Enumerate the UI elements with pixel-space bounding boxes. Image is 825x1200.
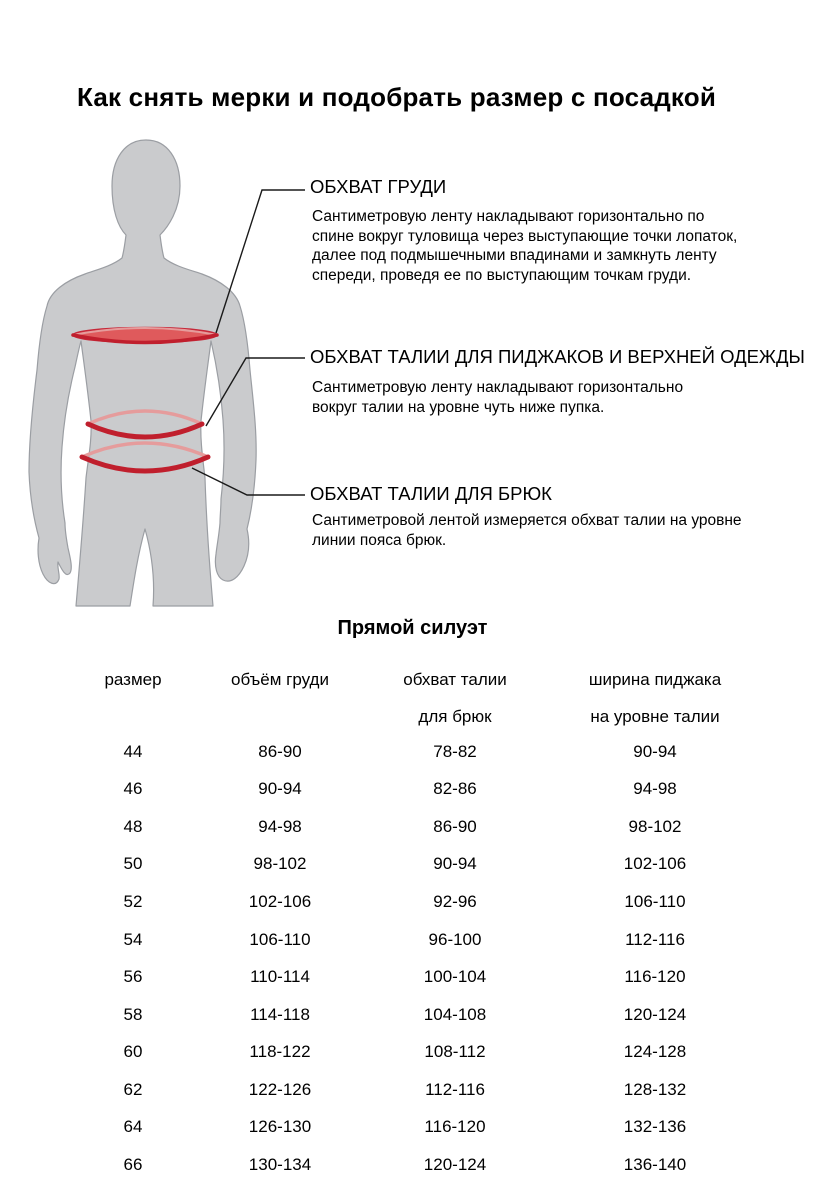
table-cell: 116-120 xyxy=(624,967,686,987)
table-cell: 92-96 xyxy=(433,891,477,911)
table-row xyxy=(80,733,774,771)
table-cell: 48 xyxy=(123,816,143,836)
table-cell: 106-110 xyxy=(624,891,686,911)
table-cell: 98-102 xyxy=(253,854,307,874)
table-cell: 120-124 xyxy=(623,1004,687,1024)
table-cell: 120-124 xyxy=(423,1154,487,1174)
table-row xyxy=(80,958,774,996)
size-table-header xyxy=(80,661,774,736)
table-cell: 108-112 xyxy=(424,1042,486,1062)
table-row xyxy=(80,1146,774,1184)
table-cell: 112-116 xyxy=(425,1079,485,1099)
table-cell: 96-100 xyxy=(428,929,482,949)
measure-desc-line: спереди, проведя ее по выступающим точкам груди. xyxy=(312,266,692,284)
table-cell: 94-98 xyxy=(258,816,302,836)
page-title: Как снять мерки и подобрать размер с посадкой xyxy=(77,82,717,112)
measure-desc-line: линии пояса брюк. xyxy=(312,531,447,549)
table-cell: 44 xyxy=(123,741,143,761)
table-cell: 122-126 xyxy=(248,1079,312,1099)
table-cell: 124-128 xyxy=(623,1042,687,1062)
table-row xyxy=(80,883,774,921)
measure-desc-line: Сантиметровой лентой измеряется обхват талии на уровне xyxy=(312,512,742,529)
table-cell: 86-90 xyxy=(433,816,477,836)
table-row xyxy=(80,1071,774,1109)
column-header: обхват талии xyxy=(403,669,507,689)
table-cell: 98-102 xyxy=(628,816,682,836)
measure-label-chest: ОБХВАТ ГРУДИ xyxy=(310,176,447,197)
measure-desc-line: далее под подмышечными впадинами и замкнуть ленту xyxy=(312,247,717,265)
table-cell: 106-110 xyxy=(249,929,311,949)
table-cell: 112-116 xyxy=(625,929,685,949)
table-cell: 90-94 xyxy=(633,741,677,761)
table-row xyxy=(80,1033,774,1071)
measure-desc-jacket-waist xyxy=(312,378,683,417)
table-cell: 102-106 xyxy=(248,891,312,911)
measure-label-jacket-waist: ОБХВАТ ТАЛИИ ДЛЯ ПИДЖАКОВ И ВЕРХНЕЙ ОДЕЖДЫ xyxy=(310,346,805,367)
measure-desc-line: Сантиметровую ленту накладывают горизонтально по xyxy=(312,208,705,225)
column-header: на уровне талии xyxy=(590,707,720,727)
measure-desc-chest xyxy=(312,207,737,285)
table-row xyxy=(80,921,774,959)
table-cell: 104-108 xyxy=(423,1004,487,1024)
table-cell: 58 xyxy=(123,1004,143,1024)
column-header: ширина пиджака xyxy=(588,669,722,689)
table-cell: 52 xyxy=(123,891,143,911)
table-cell: 130-134 xyxy=(248,1154,312,1174)
table-cell: 132-136 xyxy=(623,1117,687,1137)
table-cell: 116-120 xyxy=(424,1117,486,1137)
male-silhouette-figure xyxy=(0,130,320,610)
column-header xyxy=(186,699,374,737)
table-cell: 114-118 xyxy=(250,1004,310,1024)
table-cell: 62 xyxy=(123,1079,143,1099)
body-silhouette xyxy=(29,140,256,606)
table-row xyxy=(80,846,774,884)
table-title: Прямой силуэт xyxy=(337,617,488,639)
table-cell: 86-90 xyxy=(258,741,302,761)
table-cell: 128-132 xyxy=(623,1079,687,1099)
table-cell: 90-94 xyxy=(433,854,477,874)
measure-desc-line: Сантиметровую ленту накладывают горизонтально xyxy=(312,379,684,396)
table-cell: 82-86 xyxy=(433,779,477,799)
table-cell: 60 xyxy=(123,1042,143,1062)
measure-desc-trouser-waist xyxy=(312,511,742,550)
measure-desc-line: спине вокруг туловища через выступающие точки лопаток, xyxy=(312,227,738,245)
table-cell: 46 xyxy=(123,779,143,799)
table-cell: 90-94 xyxy=(258,779,302,799)
column-header xyxy=(80,699,186,737)
table-cell: 102-106 xyxy=(623,854,687,874)
measure-desc-line: вокруг талии на уровне чуть ниже пупка. xyxy=(312,398,605,416)
table-cell: 100-104 xyxy=(423,967,487,987)
table-cell: 66 xyxy=(123,1154,143,1174)
table-cell: 64 xyxy=(123,1117,143,1137)
size-table-body xyxy=(80,733,774,1184)
table-row xyxy=(80,808,774,846)
table-cell: 56 xyxy=(123,967,143,987)
table-cell: 126-130 xyxy=(248,1117,312,1137)
table-cell: 136-140 xyxy=(623,1154,687,1174)
table-cell: 94-98 xyxy=(633,779,677,799)
table-cell: 54 xyxy=(123,929,143,949)
table-cell: 110-114 xyxy=(250,967,310,987)
column-header: объём груди xyxy=(231,669,329,689)
table-row xyxy=(80,771,774,809)
table-cell: 78-82 xyxy=(433,741,477,761)
table-cell: 118-122 xyxy=(249,1042,311,1062)
column-header: размер xyxy=(104,669,162,689)
chest-band xyxy=(73,328,217,343)
table-cell: 50 xyxy=(123,854,143,874)
table-row xyxy=(80,996,774,1034)
table-row xyxy=(80,1108,774,1146)
column-header: для брюк xyxy=(418,707,492,727)
measure-label-trouser-waist: ОБХВАТ ТАЛИИ ДЛЯ БРЮК xyxy=(310,483,552,504)
